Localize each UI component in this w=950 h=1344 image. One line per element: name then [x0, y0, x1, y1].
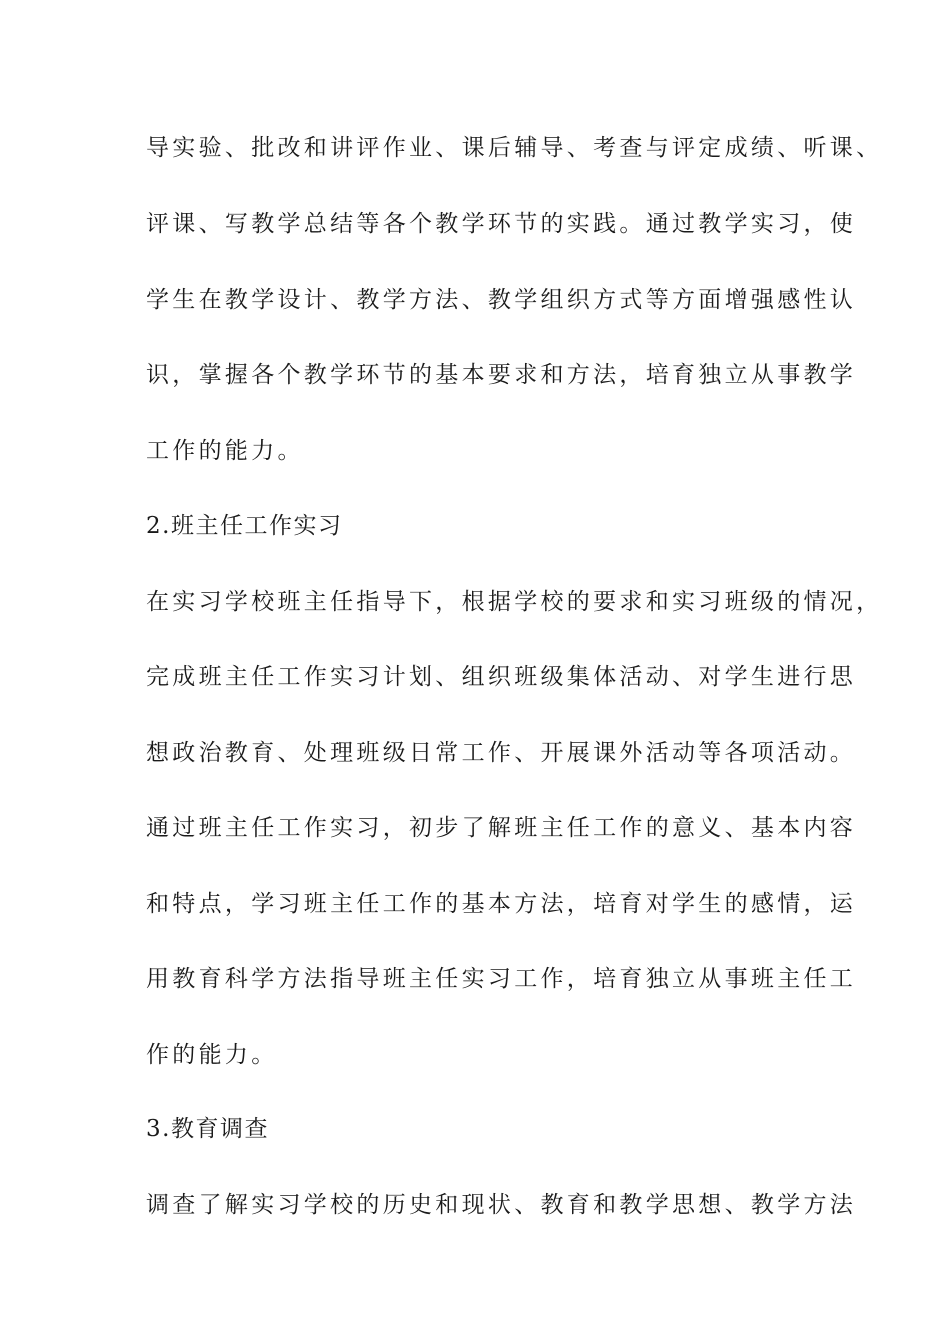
paragraph-line: 通过班主任工作实习，初步了解班主任工作的意义、基本内容	[146, 815, 857, 841]
section-heading-education-survey: 3.教育调查	[146, 1116, 269, 1142]
paragraph-line: 评课、写教学总结等各个教学环节的实践。通过教学实习，使	[146, 211, 857, 237]
paragraph-line: 学生在教学设计、教学方法、教学组织方式等方面增强感性认	[146, 287, 857, 313]
paragraph-line: 识，掌握各个教学环节的基本要求和方法，培育独立从事教学	[146, 362, 857, 388]
paragraph-line: 和特点，学习班主任工作的基本方法，培育对学生的感情，运	[146, 891, 857, 917]
paragraph-line: 完成班主任工作实习计划、组织班级集体活动、对学生进行思	[146, 664, 857, 690]
paragraph-line: 在实习学校班主任指导下，根据学校的要求和实习班级的情况，	[146, 589, 883, 615]
paragraph-line: 工作的能力。	[146, 438, 304, 464]
paragraph-line: 用教育科学方法指导班主任实习工作，培育独立从事班主任工	[146, 966, 857, 992]
paragraph-line: 作的能力。	[146, 1042, 278, 1068]
paragraph-line: 调查了解实习学校的历史和现状、教育和教学思想、教学方法	[146, 1192, 857, 1218]
section-heading-class-teacher-internship: 2.班主任工作实习	[146, 513, 343, 539]
paragraph-line: 导实验、批改和讲评作业、课后辅导、考查与评定成绩、听课、	[146, 135, 883, 161]
paragraph-line: 想政治教育、处理班级日常工作、开展课外活动等各项活动。	[146, 740, 857, 766]
